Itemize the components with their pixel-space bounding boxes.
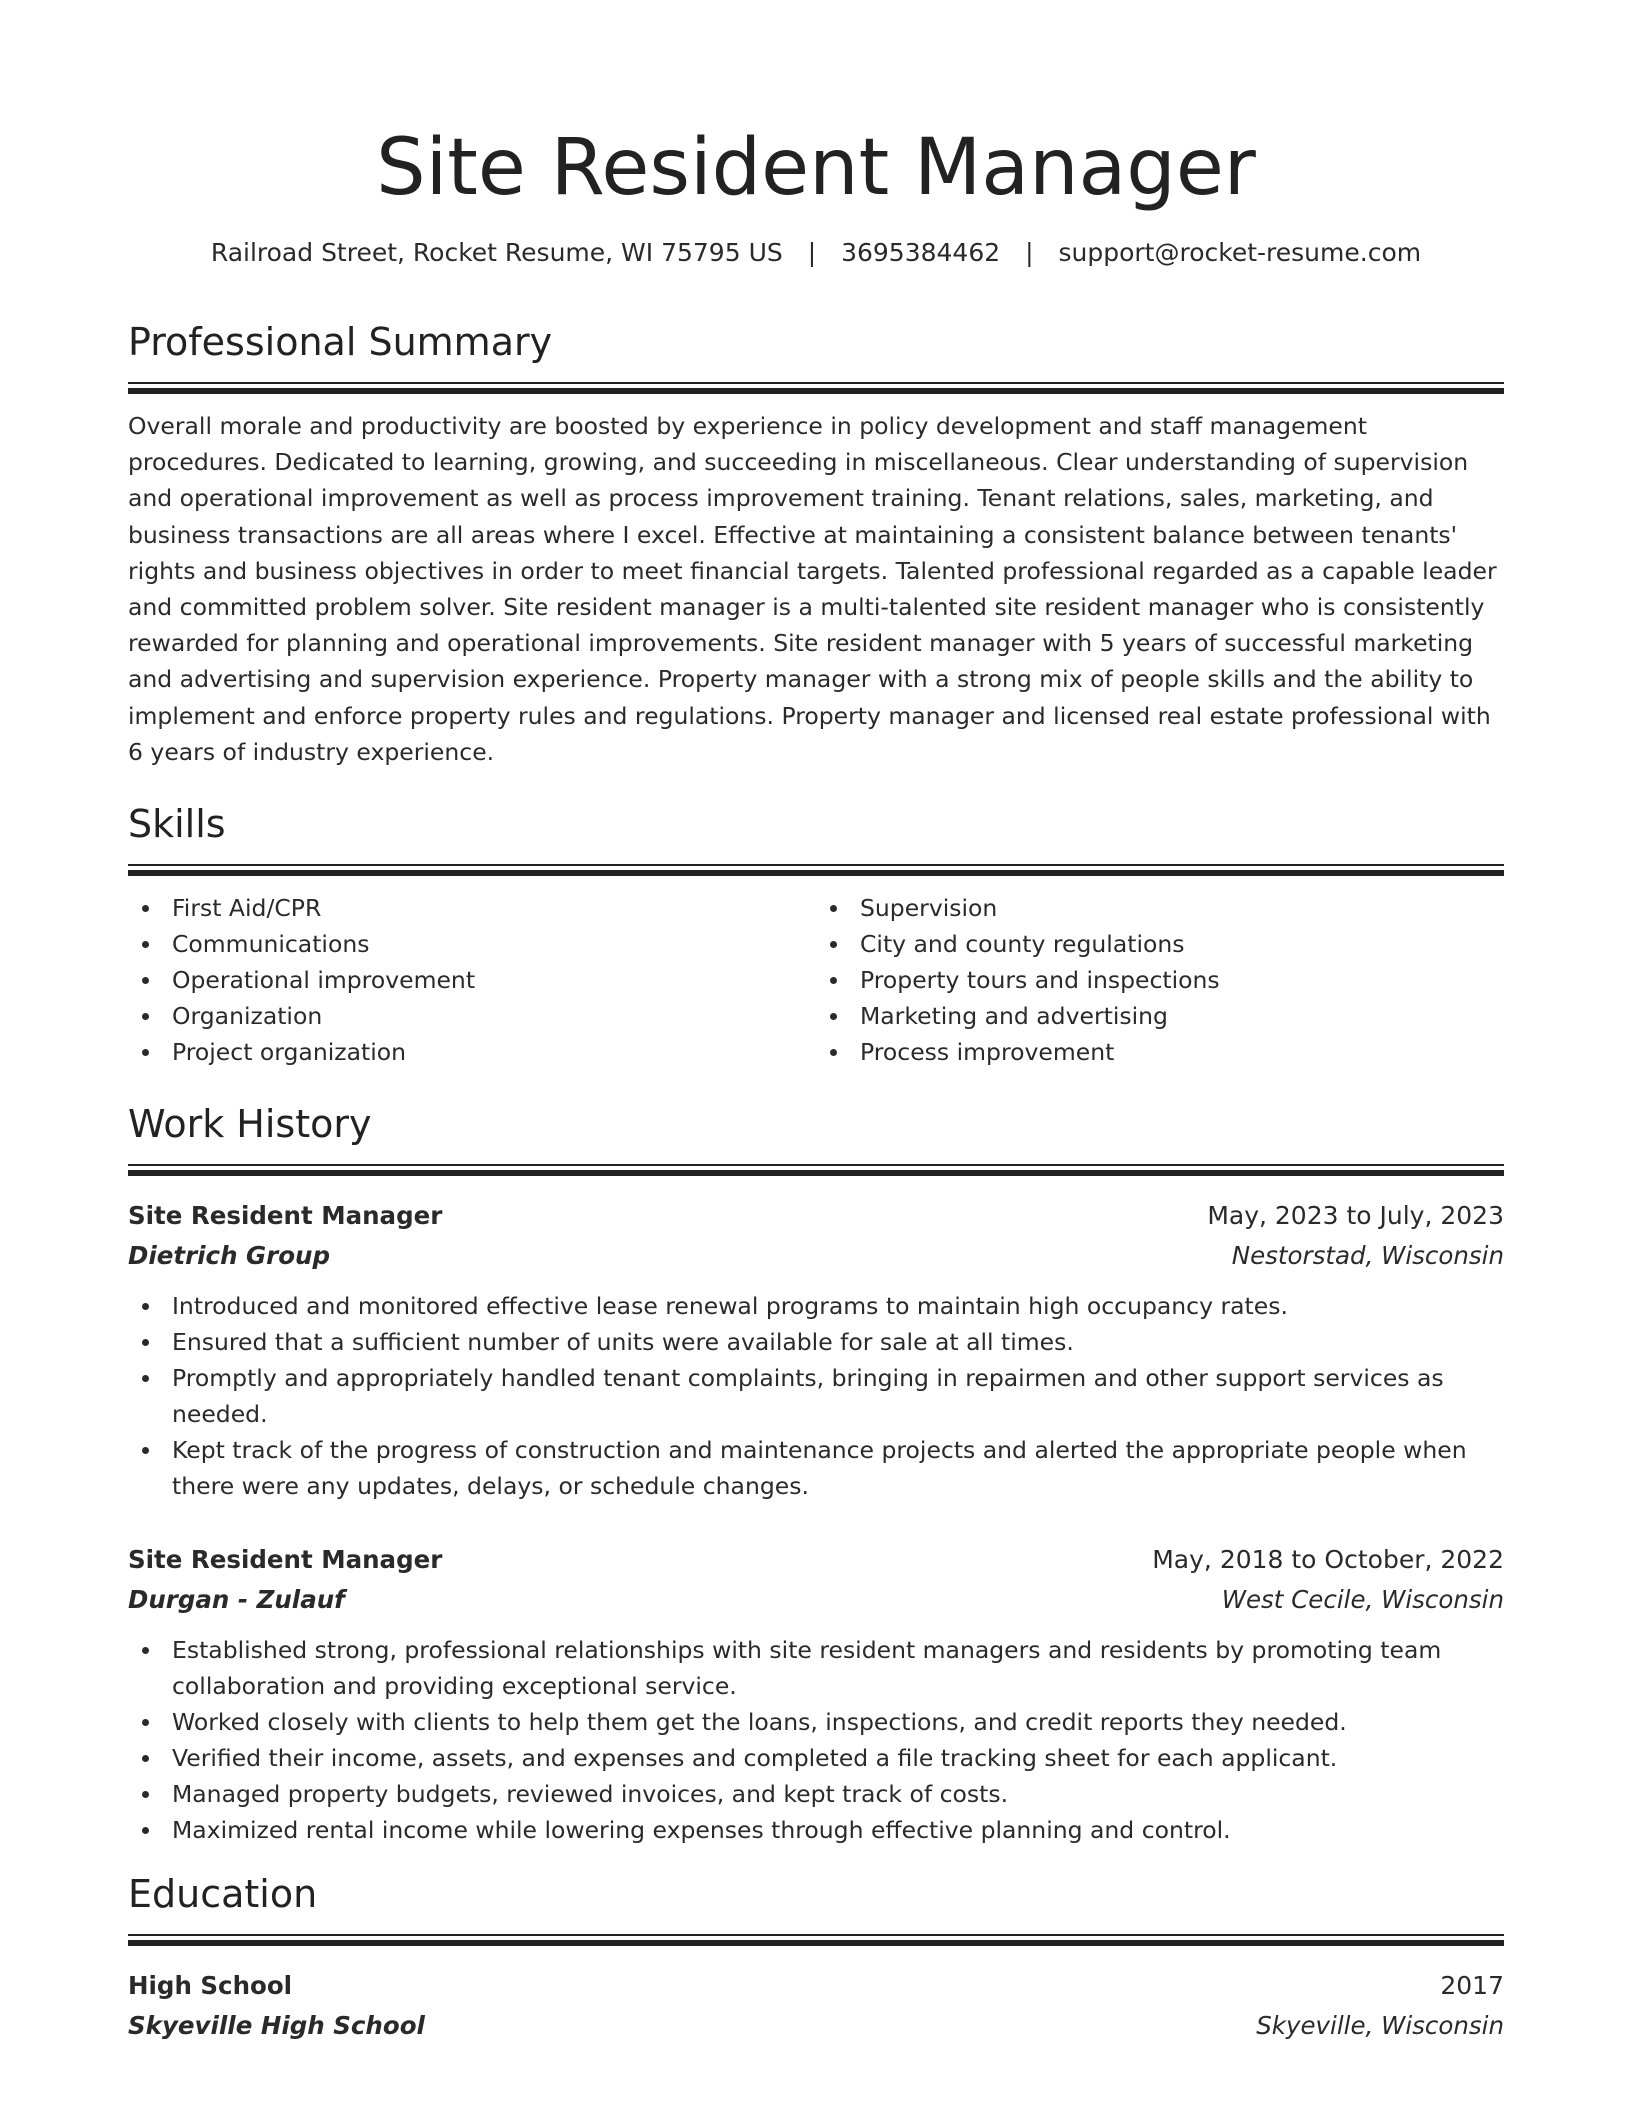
skill-item: Property tours and inspections <box>816 962 1504 998</box>
contact-separator: | <box>807 238 817 267</box>
skill-item: Project organization <box>128 1034 816 1070</box>
education-school: Skyeville High School <box>128 2011 425 2041</box>
education-section <box>128 1870 1504 2046</box>
skill-item: City and county regulations <box>816 926 1504 962</box>
skills-columns <box>128 890 1504 1070</box>
skill-item: Supervision <box>816 890 1504 926</box>
duty-item: Promptly and appropriately handled tenant complaints, bringing in repairmen and other support services as needed. <box>128 1360 1504 1432</box>
job-title: Site Resident Manager <box>128 1545 443 1575</box>
job-location: West Cecile, Wisconsin <box>1221 1585 1504 1615</box>
work-history-heading: Work History <box>128 1102 372 1147</box>
duty-item: Maximized rental income while lowering expenses through effective planning and control. <box>128 1812 1504 1848</box>
education-entry <box>128 1966 1504 2046</box>
section-divider <box>128 1934 1504 1946</box>
job-entry <box>128 1540 1504 1848</box>
summary-text: Overall morale and productivity are boosted by experience in policy development and staff management procedures. Dedicated to learning, growing, and succeeding in miscellaneous. Clear understanding of supervision and operational improvement as well as process improvement training. Tenant relations, sales, marketing, and business transactions are all areas where I excel. Effective at maintaining a consistent balance between tenants' rights and business objectives in order to meet financial targets. Talented professional regarded as a capable leader and committed problem solver. Site resident manager is a multi-talented site resident manager who is consistently rewarded for planning and operational improvements. Site resident manager with 5 years of successful marketing and advertising and supervision experience. Property manager with a strong mix of people skills and the ability to implement and enforce property rules and regulations. Property manager and licensed real estate professional with 6 years of industry experience. <box>128 412 1497 766</box>
job-duties <box>128 1632 1504 1848</box>
skill-item: Process improvement <box>816 1034 1504 1070</box>
skills-heading: Skills <box>128 802 226 847</box>
job-title: Site Resident Manager <box>128 1201 443 1231</box>
duty-item: Managed property budgets, reviewed invoices, and kept track of costs. <box>128 1776 1504 1812</box>
contact-separator: | <box>1025 238 1034 267</box>
summary-section <box>128 318 1504 770</box>
work-history-section <box>128 1100 1504 1848</box>
skill-item: Operational improvement <box>128 962 816 998</box>
contact-line <box>128 236 1504 270</box>
skill-item: Organization <box>128 998 816 1034</box>
duty-item: Verified their income, assets, and expenses and completed a file tracking sheet for each applicant. <box>128 1740 1504 1776</box>
job-company: Durgan - Zulauf <box>128 1585 345 1615</box>
contact-address: Railroad Street, Rocket Resume, WI 75795 US <box>210 238 783 267</box>
section-divider <box>128 864 1504 876</box>
duty-item: Ensured that a sufficient number of units were available for sale at all times. <box>128 1324 1504 1360</box>
skills-left-column <box>128 890 816 1070</box>
job-company: Dietrich Group <box>128 1241 331 1271</box>
resume-name: Site Resident Manager <box>376 123 1256 213</box>
section-divider <box>128 382 1504 394</box>
skills-section <box>128 800 1504 1070</box>
duty-item: Worked closely with clients to help them get the loans, inspections, and credit reports they needed. <box>128 1704 1504 1740</box>
duty-item: Established strong, professional relationships with site resident managers and residents by promoting team collaboration and providing exceptional service. <box>128 1632 1504 1704</box>
contact-email: support@rocket-resume.com <box>1058 238 1422 267</box>
skill-item: First Aid/CPR <box>128 890 816 926</box>
education-year: 2017 <box>1440 1971 1504 2001</box>
job-dates: May, 2023 to July, 2023 <box>1207 1201 1504 1231</box>
skill-item: Communications <box>128 926 816 962</box>
job-duties <box>128 1288 1504 1504</box>
education-location: Skyeville, Wisconsin <box>1256 2011 1504 2041</box>
job-dates: May, 2018 to October, 2022 <box>1152 1545 1504 1575</box>
job-location: Nestorstad, Wisconsin <box>1231 1241 1504 1271</box>
summary-heading: Professional Summary <box>128 320 553 364</box>
skill-item: Marketing and advertising <box>816 998 1504 1034</box>
job-entry <box>128 1196 1504 1504</box>
duty-item: Introduced and monitored effective lease renewal programs to maintain high occupancy rates. <box>128 1288 1504 1324</box>
contact-phone: 3695384462 <box>841 238 1001 267</box>
duty-item: Kept track of the progress of construction and maintenance projects and alerted the appropriate people when there were any updates, delays, or schedule changes. <box>128 1432 1504 1504</box>
skills-right-column <box>816 890 1504 1070</box>
education-degree: High School <box>128 1971 293 2001</box>
education-heading: Education <box>128 1872 318 1917</box>
section-divider <box>128 1164 1504 1176</box>
